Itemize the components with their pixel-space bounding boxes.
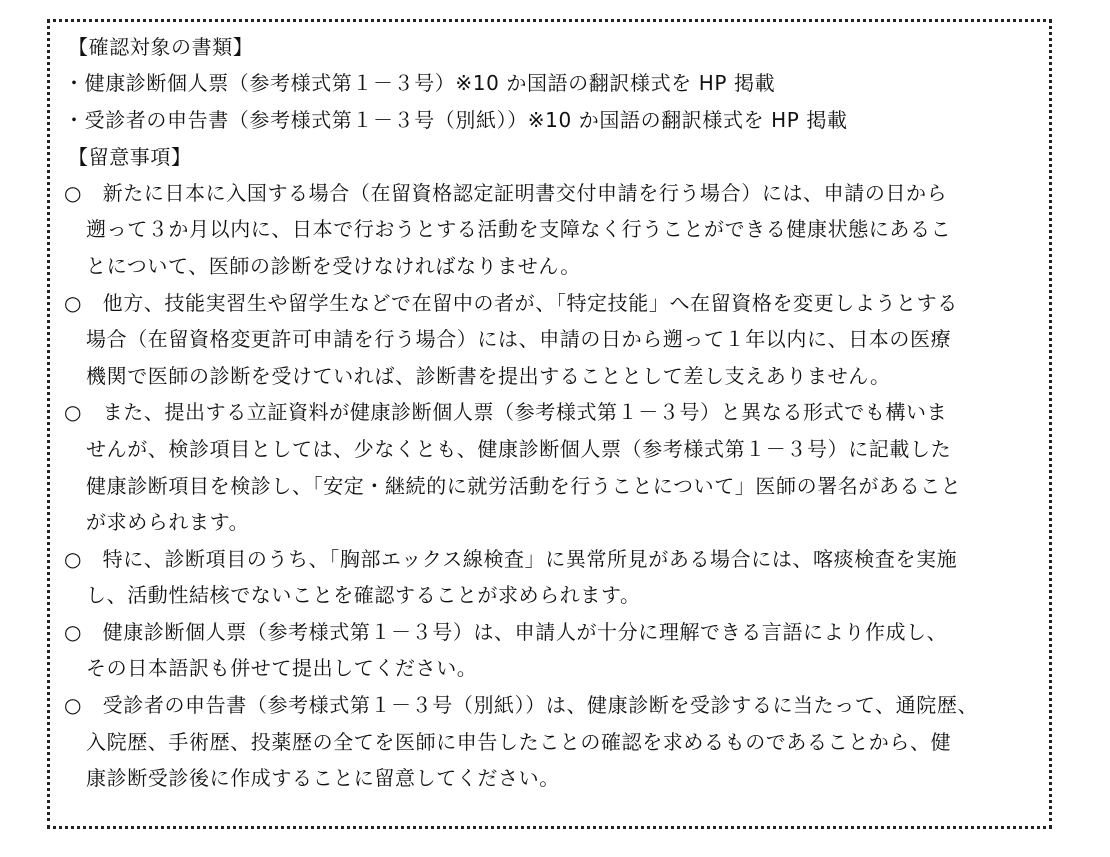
note-4-line-1: ○ 特に、診断項目のうち、「胸部エックス線検査」に異常所見がある場合には、喀痰検査を実施: [64, 547, 958, 571]
doc-item-declaration: ・受診者の申告書（参考様式第１－３号（別紙））※10 か国語の翻訳様式を HP 掲載: [64, 108, 848, 132]
note-2-line-1: ○ 他方、技能実習生や留学生などで在留中の者が、「特定技能」へ在留資格を変更しようとする: [64, 291, 958, 315]
document-box: [47, 19, 1052, 829]
note-1-line-2: 遡って３か月以内に、日本で行おうとする活動を支障なく行うことができる健康状態にあるこ: [86, 217, 952, 241]
note-6-line-1: ○ 受診者の申告書（参考様式第１－３号（別紙））は、健康診断を受診するに当たって、通院歴、: [64, 693, 979, 717]
note-6-line-2: 入院歴、手術歴、投薬歴の全てを医師に申告したことの確認を求めるものであることから、健: [86, 730, 952, 754]
note-5-line-1: ○ 健康診断個人票（参考様式第１－３号）は、申請人が十分に理解できる言語により作成し、: [64, 620, 948, 644]
note-3-line-4: が求められます。: [86, 510, 250, 534]
note-4-line-2: し、活動性結核でないことを確認することが求められます。: [86, 583, 641, 607]
note-3-line-1: ○ また、提出する立証資料が健康診断個人票（参考様式第１－３号）と異なる形式でも構いま: [64, 400, 948, 424]
note-1-line-3: とについて、医師の診断を受けなければなりません。: [86, 254, 581, 278]
note-5-line-2: その日本語訳も併せて提出してください。: [86, 656, 478, 680]
note-1-line-1: ○ 新たに日本に入国する場合（在留資格認定証明書交付申請を行う場合）には、申請の日から: [64, 181, 948, 205]
note-3-line-3: 健康診断項目を検診し、「安定・継続的に就労活動を行うことについて」医師の署名があること: [86, 474, 962, 498]
doc-item-health-form: ・健康診断個人票（参考様式第１－３号）※10 か国語の翻訳様式を HP 掲載: [64, 71, 776, 95]
note-6-line-3: 康診断受診後に作成することに留意してください。: [86, 766, 560, 790]
docs-heading: 【確認対象の書類】: [68, 35, 254, 59]
notes-heading: 【留意事項】: [68, 145, 192, 169]
note-2-line-2: 場合（在留資格変更許可申請を行う場合）には、申請の日から遡って１年以内に、日本の医療: [86, 327, 952, 351]
note-3-line-2: せんが、検診項目としては、少なくとも、健康診断個人票（参考様式第１－３号）に記載した: [86, 437, 952, 461]
note-2-line-3: 機関で医師の診断を受けていれば、診断書を提出することとして差し支えありません。: [86, 364, 891, 388]
